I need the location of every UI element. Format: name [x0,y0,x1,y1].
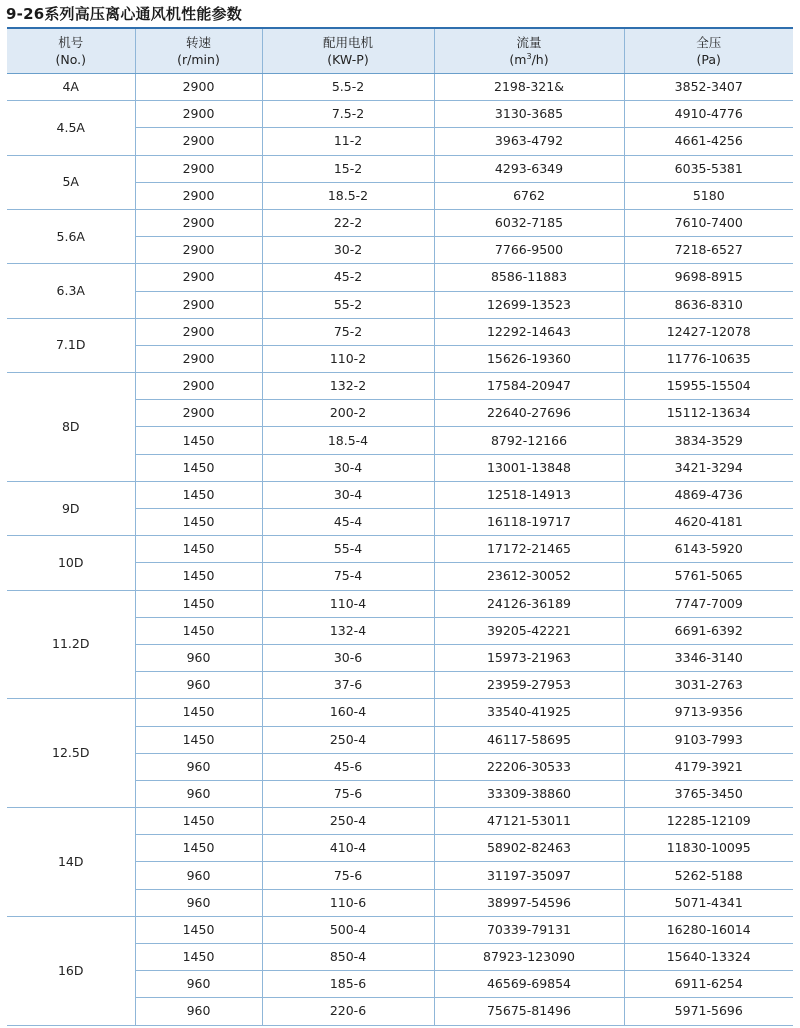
cell-speed: 1450 [135,617,262,644]
cell-model: 16D [7,916,135,1025]
cell-motor: 30-2 [262,237,434,264]
cell-motor: 7.5-2 [262,101,434,128]
header-motor-en: (KW-P) [327,52,369,67]
header-pressure-cn: 全压 [696,35,722,50]
cell-speed: 2900 [135,291,262,318]
table-row [7,808,793,835]
table-row [7,155,793,182]
cell-flow: 22206-30533 [434,753,624,780]
cell-motor: 30-4 [262,481,434,508]
cell-speed: 960 [135,862,262,889]
cell-speed: 2900 [135,182,262,209]
cell-pressure: 3421-3294 [624,454,793,481]
cell-flow: 46117-58695 [434,726,624,753]
cell-speed: 2900 [135,318,262,345]
cell-motor: 45-4 [262,509,434,536]
cell-speed: 2900 [135,237,262,264]
cell-speed: 1450 [135,509,262,536]
cell-motor: 500-4 [262,916,434,943]
cell-speed: 1450 [135,808,262,835]
cell-flow: 47121-53011 [434,808,624,835]
table-row [7,101,793,128]
table-row [7,699,793,726]
header-row [7,28,793,74]
cell-pressure: 6691-6392 [624,617,793,644]
cell-flow: 3130-3685 [434,101,624,128]
cell-motor: 15-2 [262,155,434,182]
cell-pressure: 4869-4736 [624,481,793,508]
cell-flow: 70339-79131 [434,916,624,943]
table-header [7,28,793,74]
cell-speed: 1450 [135,454,262,481]
cell-pressure: 5971-5696 [624,998,793,1025]
cell-flow: 12699-13523 [434,291,624,318]
cell-pressure: 4179-3921 [624,753,793,780]
cell-motor: 75-6 [262,862,434,889]
cell-speed: 1450 [135,726,262,753]
table-row [7,590,793,617]
cell-motor: 22-2 [262,209,434,236]
cell-motor: 75-6 [262,780,434,807]
cell-flow: 33309-38860 [434,780,624,807]
cell-flow: 6032-7185 [434,209,624,236]
cell-flow: 22640-27696 [434,400,624,427]
cell-model: 12.5D [7,699,135,808]
cell-motor: 132-4 [262,617,434,644]
cell-model: 7.1D [7,318,135,372]
cell-motor: 850-4 [262,944,434,971]
cell-flow: 7766-9500 [434,237,624,264]
cell-pressure: 8636-8310 [624,291,793,318]
table-row [7,481,793,508]
cell-flow: 3963-4792 [434,128,624,155]
cell-speed: 1450 [135,944,262,971]
cell-motor: 5.5-2 [262,74,434,101]
cell-model: 4.5A [7,101,135,155]
cell-motor: 110-6 [262,889,434,916]
cell-pressure: 9713-9356 [624,699,793,726]
cell-motor: 37-6 [262,672,434,699]
table-row [7,74,793,101]
cell-speed: 1450 [135,536,262,563]
cell-flow: 2198-321& [434,74,624,101]
cell-flow: 6762 [434,182,624,209]
cell-pressure: 6911-6254 [624,971,793,998]
cell-motor: 18.5-4 [262,427,434,454]
cell-pressure: 3765-3450 [624,780,793,807]
cell-pressure: 5262-5188 [624,862,793,889]
cell-flow: 17584-20947 [434,373,624,400]
cell-flow: 46569-69854 [434,971,624,998]
cell-pressure: 16280-16014 [624,916,793,943]
cell-pressure: 15112-13634 [624,400,793,427]
cell-motor: 55-2 [262,291,434,318]
header-motor [262,28,434,74]
cell-pressure: 9103-7993 [624,726,793,753]
cell-motor: 220-6 [262,998,434,1025]
cell-motor: 18.5-2 [262,182,434,209]
cell-motor: 110-4 [262,590,434,617]
cell-flow: 8792-12166 [434,427,624,454]
cell-speed: 2900 [135,209,262,236]
cell-pressure: 11776-10635 [624,345,793,372]
header-model-en: (No.) [55,52,86,67]
cell-speed: 1450 [135,427,262,454]
cell-pressure: 5761-5065 [624,563,793,590]
cell-motor: 132-2 [262,373,434,400]
cell-motor: 45-2 [262,264,434,291]
table-row [7,536,793,563]
cell-speed: 960 [135,998,262,1025]
cell-model: 14D [7,808,135,917]
cell-flow: 23959-27953 [434,672,624,699]
header-motor-cn: 配用电机 [322,35,373,50]
cell-pressure: 7610-7400 [624,209,793,236]
cell-motor: 410-4 [262,835,434,862]
header-model [7,28,135,74]
cell-pressure: 15640-13324 [624,944,793,971]
cell-pressure: 3031-2763 [624,672,793,699]
cell-flow: 8586-11883 [434,264,624,291]
cell-flow: 75675-81496 [434,998,624,1025]
header-speed-cn: 转速 [185,35,211,50]
table-row [7,264,793,291]
cell-motor: 75-2 [262,318,434,345]
cell-speed: 2900 [135,74,262,101]
cell-flow: 17172-21465 [434,536,624,563]
cell-speed: 1450 [135,916,262,943]
cell-flow: 58902-82463 [434,835,624,862]
cell-flow: 12518-14913 [434,481,624,508]
cell-speed: 1450 [135,590,262,617]
cell-speed: 2900 [135,400,262,427]
fan-performance-table-container [7,27,793,1026]
cell-pressure: 3834-3529 [624,427,793,454]
cell-pressure: 12427-12078 [624,318,793,345]
header-speed-en: (r/min) [177,52,220,67]
cell-speed: 960 [135,672,262,699]
cell-pressure: 9698-8915 [624,264,793,291]
cell-flow: 87923-123090 [434,944,624,971]
cell-pressure: 6035-5381 [624,155,793,182]
cell-pressure: 12285-12109 [624,808,793,835]
cell-speed: 2900 [135,155,262,182]
cell-pressure: 6143-5920 [624,536,793,563]
cell-flow: 24126-36189 [434,590,624,617]
cell-speed: 2900 [135,101,262,128]
table-body [7,74,793,1026]
cell-motor: 11-2 [262,128,434,155]
cell-motor: 185-6 [262,971,434,998]
cell-speed: 960 [135,753,262,780]
header-flow-en-post: /h) [531,52,549,67]
cell-speed: 960 [135,644,262,671]
cell-model: 5A [7,155,135,209]
cell-model: 10D [7,536,135,590]
cell-motor: 75-4 [262,563,434,590]
header-speed [135,28,262,74]
cell-motor: 250-4 [262,808,434,835]
cell-model: 5.6A [7,209,135,263]
cell-flow: 15973-21963 [434,644,624,671]
cell-motor: 30-6 [262,644,434,671]
cell-speed: 1450 [135,699,262,726]
cell-speed: 2900 [135,264,262,291]
cell-model: 6.3A [7,264,135,318]
header-model-cn: 机号 [58,35,84,50]
cell-flow: 13001-13848 [434,454,624,481]
cell-pressure: 4910-4776 [624,101,793,128]
cell-flow: 31197-35097 [434,862,624,889]
cell-motor: 55-4 [262,536,434,563]
cell-pressure: 3852-3407 [624,74,793,101]
cell-pressure: 7218-6527 [624,237,793,264]
cell-motor: 200-2 [262,400,434,427]
header-flow-en-pre: (m [509,52,527,67]
cell-motor: 250-4 [262,726,434,753]
cell-flow: 15626-19360 [434,345,624,372]
cell-speed: 2900 [135,373,262,400]
cell-motor: 30-4 [262,454,434,481]
cell-model: 9D [7,481,135,535]
fan-performance-table [7,27,793,1026]
cell-pressure: 5071-4341 [624,889,793,916]
cell-pressure: 4661-4256 [624,128,793,155]
cell-flow: 38997-54596 [434,889,624,916]
header-pressure [624,28,793,74]
cell-speed: 960 [135,780,262,807]
table-row [7,373,793,400]
cell-motor: 110-2 [262,345,434,372]
header-flow-en-sup: 3 [526,51,532,61]
cell-model: 8D [7,373,135,482]
cell-speed: 960 [135,971,262,998]
cell-speed: 1450 [135,835,262,862]
cell-pressure: 4620-4181 [624,509,793,536]
table-row [7,209,793,236]
cell-pressure: 11830-10095 [624,835,793,862]
page-title: 9-26系列高压离心通风机性能参数 [6,5,242,23]
header-flow [434,28,624,74]
cell-flow: 23612-30052 [434,563,624,590]
cell-speed: 1450 [135,481,262,508]
cell-flow: 39205-42221 [434,617,624,644]
table-row [7,916,793,943]
cell-pressure: 3346-3140 [624,644,793,671]
cell-model: 11.2D [7,590,135,699]
cell-flow: 16118-19717 [434,509,624,536]
table-row [7,318,793,345]
cell-flow: 12292-14643 [434,318,624,345]
header-flow-en [435,51,624,68]
cell-flow: 4293-6349 [434,155,624,182]
cell-motor: 160-4 [262,699,434,726]
cell-speed: 2900 [135,128,262,155]
cell-pressure: 15955-15504 [624,373,793,400]
cell-speed: 2900 [135,345,262,372]
cell-pressure: 7747-7009 [624,590,793,617]
cell-pressure: 5180 [624,182,793,209]
cell-speed: 960 [135,889,262,916]
cell-flow: 33540-41925 [434,699,624,726]
cell-speed: 1450 [135,563,262,590]
header-pressure-en: (Pa) [696,52,721,67]
header-flow-cn: 流量 [516,35,542,50]
cell-model: 4A [7,74,135,101]
cell-motor: 45-6 [262,753,434,780]
